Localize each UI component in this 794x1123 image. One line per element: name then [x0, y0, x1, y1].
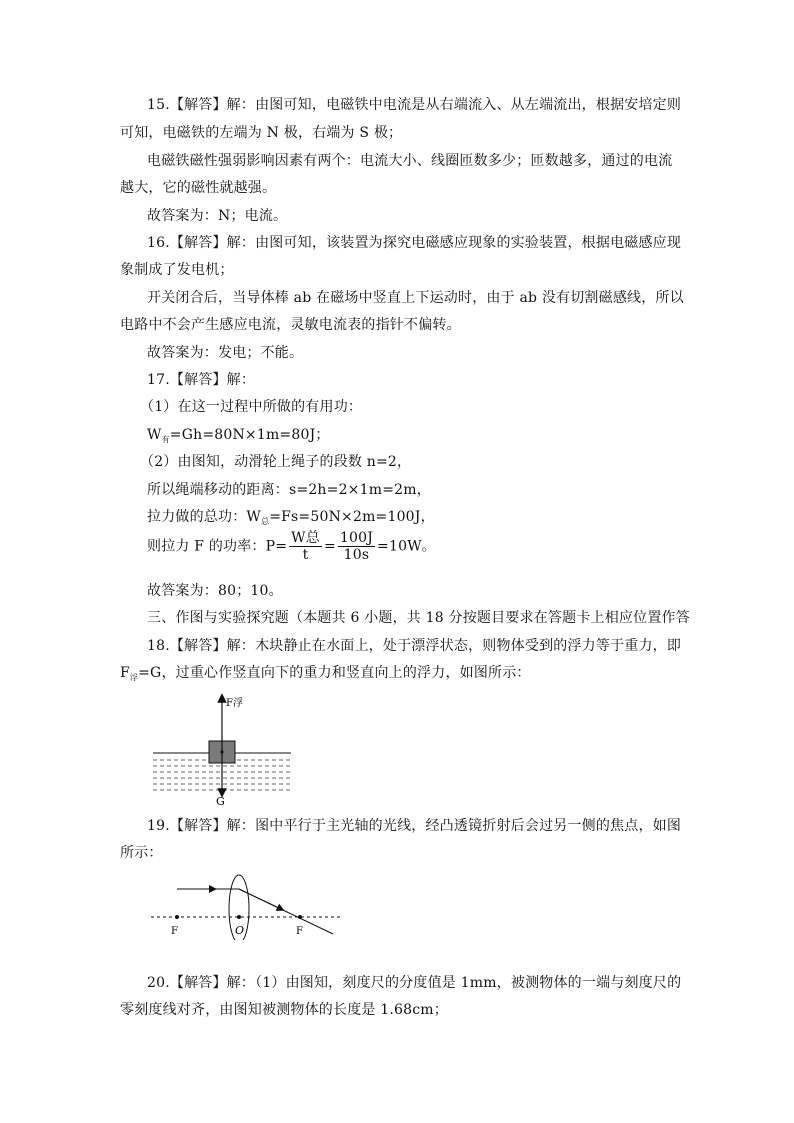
text-line: 所示： [120, 845, 163, 861]
focal-label-right: F [296, 926, 303, 937]
subscript: 浮 [129, 673, 139, 682]
formula-text: = [323, 538, 336, 555]
focal-point-right [298, 915, 302, 919]
formula-line [147, 507, 707, 529]
buoyancy-label: F浮 [226, 698, 243, 709]
power-formula [147, 530, 707, 563]
text-line: 越大，它的磁性就越强。 [120, 180, 277, 196]
formula-text: F [120, 665, 130, 681]
fraction [338, 530, 375, 563]
text-line: 18.【解答】解：木块静止在水面上，处于漂浮状态，则物体受到的浮力等于重力，即 [147, 638, 682, 654]
numerator: 100J [339, 530, 374, 546]
focal-label-left: F [171, 926, 178, 937]
optical-center-label: O [235, 924, 245, 937]
center-of-gravity [220, 750, 223, 753]
text-line: 零刻度线对齐，由图知被测物体的长度是 1.68cm； [120, 1002, 448, 1018]
formula-text: W [147, 427, 162, 443]
formula-text: =Gh=80N×1m=80J； [169, 427, 330, 443]
focal-point-left [175, 915, 179, 919]
text-line: （2）由图知，动滑轮上绳子的段数 n=2， [140, 454, 412, 470]
text-line: 16.【解答】解：由图可知，该装置为探究电磁感应现象的实验装置，根据电磁感应现 [147, 235, 682, 251]
text-line: 所以绳端移动的距离：s=2h=2×1m=2m， [147, 482, 431, 498]
formula-text: =G，过重心作竖直向下的重力和竖直向上的浮力，如图所示： [138, 665, 531, 681]
subscript: 总 [261, 517, 270, 526]
text-line: 15.【解答】解：由图可知，电磁铁中电流是从右端流入、从左端流出，根据安培定则 [147, 97, 682, 113]
text-line: 故答案为：80；10。 [147, 583, 283, 599]
fraction [289, 530, 322, 563]
text-line: 20.【解答】解：（1）由图知，刻度尺的分度值是 1mm，被测物体的一端与刻度尺的 [147, 975, 682, 991]
gravity-label: G [216, 795, 225, 808]
formula-text: 拉力做的总功：W [147, 509, 261, 525]
text-line: 17.【解答】解： [147, 372, 256, 388]
text-line: 开关闭合后，当导体棒 ab 在磁场中竖直上下运动时，由于 ab 没有切割磁感线，所以 [147, 290, 684, 306]
floating-block-figure [145, 690, 295, 810]
refracted-ray-arrow [239, 889, 281, 909]
optical-center [237, 915, 241, 919]
text-line: 电路中不会产生感应电流，灵敏电流表的指针不偏转。 [120, 317, 461, 333]
text-line: （1）在这一过程中所做的有用功： [140, 399, 363, 415]
formula-text: 则拉力 F 的功率：P= [147, 538, 288, 555]
formula-text: =Fs=50N×2m=100J， [269, 509, 435, 525]
text-line: 象制成了发电机； [120, 262, 234, 278]
section-heading: 三、作图与实验探究题（本题共 6 小题，共 18 分按题目要求在答题卡上相应位置作答 [147, 610, 690, 626]
text-line: 电磁铁磁性强弱影响因素有两个：电流大小、线圈匝数多少；匝数越多，通过的电流 [147, 153, 673, 169]
numerator: W总 [291, 530, 320, 546]
formula-text: =10W。 [377, 538, 436, 555]
formula-line [120, 663, 680, 685]
text-line: 19.【解答】解：图中平行于主光轴的光线，经凸透镜折射后会过另一侧的焦点，如图 [147, 818, 682, 834]
text-line: 故答案为：N；电流。 [147, 208, 288, 224]
text-line: 故答案为：发电；不能。 [147, 345, 304, 361]
denominator: 10s [343, 547, 370, 563]
text-line: 可知，电磁铁的左端为 N 极，右端为 S 极； [120, 125, 403, 141]
convex-lens-figure [145, 868, 345, 940]
denominator: t [302, 547, 309, 563]
formula-line [147, 425, 707, 447]
subscript: 有 [161, 435, 170, 444]
